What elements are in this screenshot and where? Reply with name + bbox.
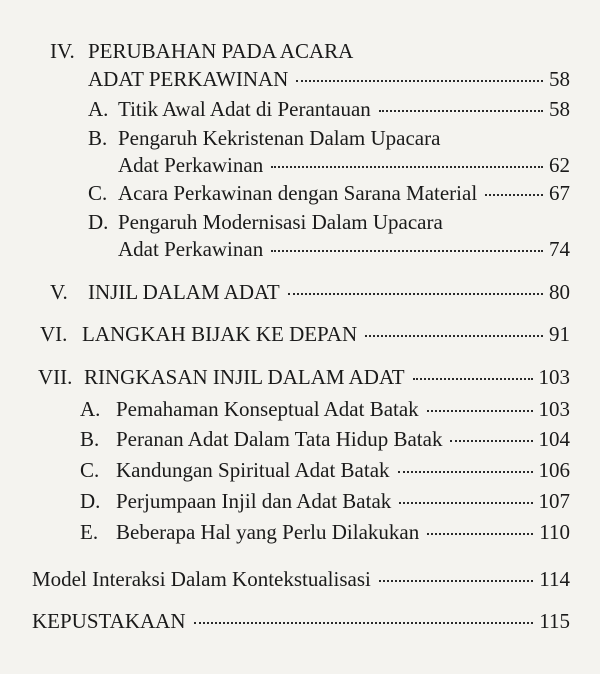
item-title-line2: Adat Perkawinan [118, 153, 264, 177]
chapter-title-line1: PERUBAHAN PADA ACARA [88, 39, 354, 63]
toc-item-7a[interactable] [80, 396, 570, 422]
toc-item-4d-line1 [88, 209, 443, 235]
dot-leader [296, 79, 543, 82]
chapter-title: INJIL DALAM ADAT [88, 280, 280, 304]
page-number: 91 [549, 322, 570, 346]
chapter-number: VI. [40, 322, 68, 346]
chapter-title: LANGKAH BIJAK KE DEPAN [82, 322, 358, 346]
chapter-title: RINGKASAN INJIL DALAM ADAT [84, 365, 405, 389]
dot-leader [485, 193, 543, 196]
dot-leader [194, 621, 534, 624]
item-title: Beberapa Hal yang Perlu Dilakukan [116, 520, 420, 544]
dot-leader [271, 249, 543, 252]
page-number: 74 [549, 237, 570, 261]
toc-item-4a[interactable] [88, 96, 570, 122]
dot-leader [365, 334, 543, 337]
dot-leader [450, 439, 532, 442]
page-number: 58 [549, 67, 570, 91]
chapter-number: V. [50, 280, 68, 304]
item-letter: A. [88, 97, 109, 121]
chapter-number: IV. [50, 39, 75, 63]
page-number: 107 [538, 489, 570, 513]
item-title: Kandungan Spiritual Adat Batak [116, 458, 390, 482]
item-title: Peranan Adat Dalam Tata Hidup Batak [116, 427, 443, 451]
item-title: Acara Perkawinan dengan Sarana Material [118, 181, 478, 205]
page-number: 106 [538, 458, 570, 482]
item-title: Titik Awal Adat di Perantauan [118, 97, 371, 121]
item-letter: B. [88, 126, 108, 150]
page-number: 80 [549, 280, 570, 304]
section-title: Model Interaksi Dalam Kontekstualisasi [32, 567, 371, 591]
toc-item-4d[interactable] [118, 236, 570, 262]
toc-item-7b[interactable] [80, 426, 570, 452]
section-title: KEPUSTAKAAN [32, 609, 186, 633]
item-letter: B. [80, 427, 100, 451]
chapter-number: VII. [38, 365, 73, 389]
page-number: 104 [538, 427, 570, 451]
item-title: Perjumpaan Injil dan Adat Batak [116, 489, 392, 513]
toc-chapter-4[interactable] [88, 66, 570, 92]
item-title-line2: Adat Perkawinan [118, 237, 264, 261]
dot-leader [398, 470, 533, 473]
item-letter: C. [88, 181, 108, 205]
page-number: 110 [539, 520, 570, 544]
dot-leader [427, 532, 533, 535]
toc-chapter-5[interactable] [50, 279, 570, 305]
page-number: 114 [539, 567, 570, 591]
page-number: 103 [538, 397, 570, 421]
item-letter: A. [80, 397, 101, 421]
dot-leader [399, 501, 532, 504]
toc-model-interaksi[interactable] [32, 566, 570, 592]
toc-kepustakaan[interactable] [32, 608, 570, 634]
item-letter: E. [80, 520, 99, 544]
dot-leader [379, 109, 543, 112]
toc-item-7c[interactable] [80, 457, 570, 483]
toc-item-4c[interactable] [88, 180, 570, 206]
toc-chapter-7[interactable] [38, 364, 570, 390]
dot-leader [427, 409, 533, 412]
toc-item-4b[interactable] [118, 152, 570, 178]
item-title-line1: Pengaruh Kekristenan Dalam Upacara [118, 126, 441, 150]
toc-chapter-4-heading [50, 38, 353, 64]
dot-leader [271, 165, 543, 168]
page-number: 67 [549, 181, 570, 205]
toc-chapter-6[interactable] [40, 321, 570, 347]
toc-item-7e[interactable] [80, 519, 570, 545]
item-title: Pemahaman Konseptual Adat Batak [116, 397, 419, 421]
page-number: 58 [549, 97, 570, 121]
toc-item-7d[interactable] [80, 488, 570, 514]
item-letter: D. [80, 489, 101, 513]
page-number: 115 [539, 609, 570, 633]
dot-leader [413, 377, 533, 380]
dot-leader [288, 292, 543, 295]
item-letter: D. [88, 210, 109, 234]
item-letter: C. [80, 458, 100, 482]
page-number: 103 [538, 365, 570, 389]
page-number: 62 [549, 153, 570, 177]
dot-leader [379, 579, 533, 582]
chapter-title-line2: ADAT PERKAWINAN [88, 67, 289, 91]
toc-item-4b-line1 [88, 125, 440, 151]
item-title-line1: Pengaruh Modernisasi Dalam Upacara [118, 210, 443, 234]
